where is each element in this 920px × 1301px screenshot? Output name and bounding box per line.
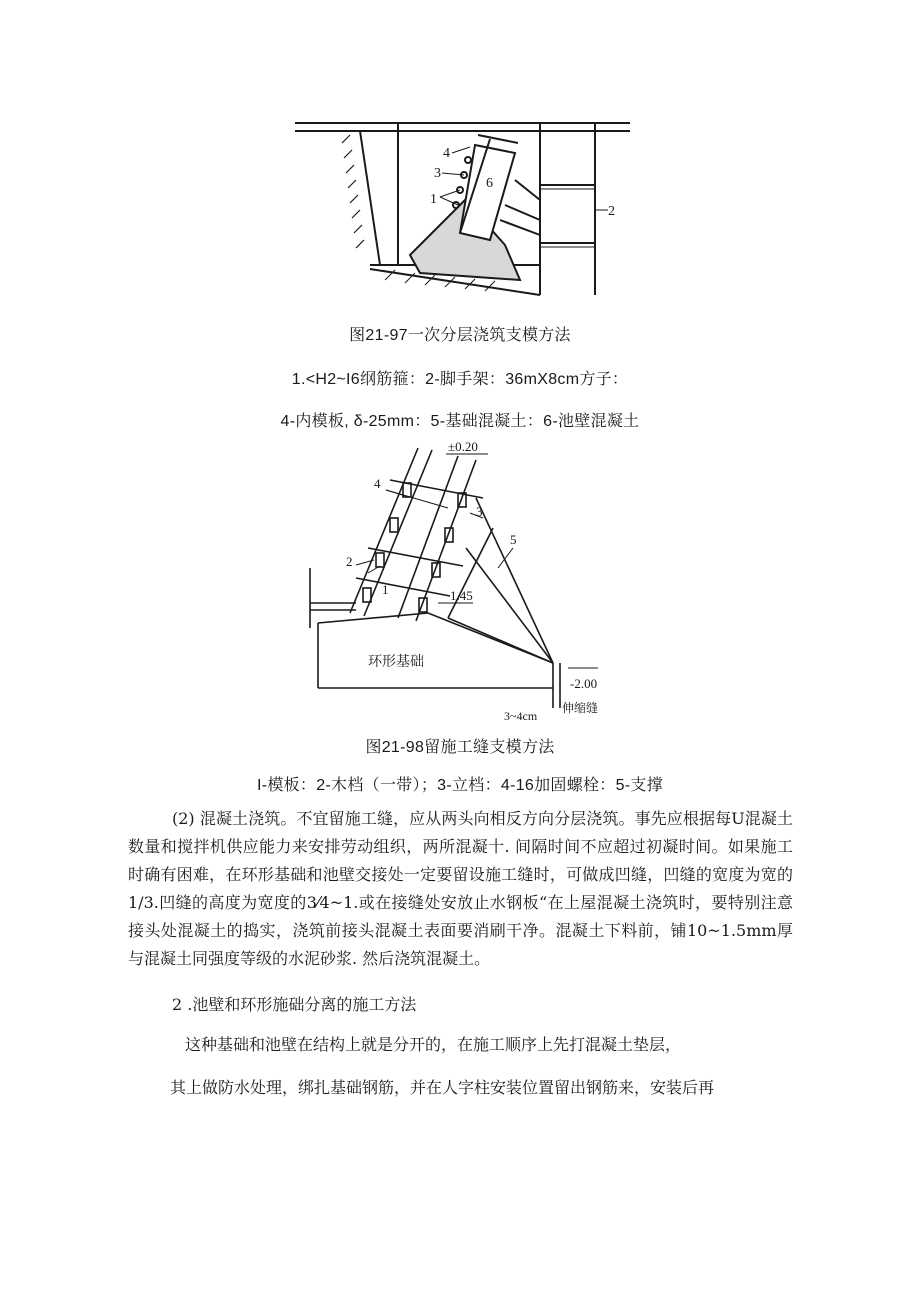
section-heading: 2 .池壁和环形施础分离的施工方法 bbox=[172, 995, 417, 1014]
fig1-label-1: 1 bbox=[430, 192, 437, 207]
figure-21-98-caption: 图21-98留施工缝支模方法 bbox=[365, 739, 555, 756]
body-paragraph-concrete-pouring: (2) 混凝土浇筑。不宜留施工缝，应从两头向相反方向分层浇筑。事先应根据每U混凝土数量和搅拌机供应能力来安排劳动组织，两所混凝十. 间隔时间不应超过初凝时间。如果施工时确有困难，在环形基础和池壁交接处一定要留设施工缝时，可做成凹缝，凹缝的宽度为宽的1/3.凹缝的高度为宽度的3⁄4~1.或在接缝处安放止水钢板“在上屋混凝土浇筑时，要特别注意接头处混凝土的捣实，浇筑前接头混凝土表面要消刷干净。混凝土下料前，铺10~1.5mm厚与混凝土同强度等级的水泥砂浆. 然后浇筑混凝土。 bbox=[128, 809, 793, 968]
fig1-label-2: 2 bbox=[608, 204, 615, 219]
fig2-elev-top: ±0.20 bbox=[448, 439, 478, 454]
body-line-1: 这种基础和池壁在结构上就是分开的，在施工顺序上先打混凝土垫层， bbox=[185, 1035, 682, 1054]
body-line-2: 其上做防水处理，绑扎基础钢筋，并在人字柱安装位置留出钢筋来，安装后再 bbox=[170, 1078, 715, 1097]
figure-21-98-legend: I-模板：2-木档（一带）；3-立档：4-16加固螺栓：5-支撑 bbox=[256, 777, 664, 794]
figure-21-97-drawing bbox=[290, 105, 635, 305]
figure-21-97-legend-2: 4-内模板, δ-25mm：5-基础混凝土：6-池壁混凝土 bbox=[280, 413, 640, 430]
fig1-label-4: 4 bbox=[443, 146, 450, 161]
fig1-label-3: 3 bbox=[434, 166, 441, 181]
fig2-label-3: 3 bbox=[476, 504, 483, 519]
fig2-joint: 伸缩缝 bbox=[562, 701, 599, 715]
fig1-label-6: 6 bbox=[486, 176, 493, 191]
fig2-elev-bottom: -2.00 bbox=[570, 676, 598, 691]
fig2-elev-mid: 1.45 bbox=[450, 588, 473, 603]
fig2-label-2: 2 bbox=[346, 554, 353, 569]
figure-21-98-drawing bbox=[298, 438, 628, 728]
fig2-label-4: 4 bbox=[374, 476, 381, 491]
figure-21-97-legend-1: 1.<H2~I6纲筋箍：2-脚手架：36mX8cm方子： bbox=[291, 371, 629, 388]
fig2-label-5: 5 bbox=[510, 532, 517, 547]
fig2-label-1: 1 bbox=[382, 582, 389, 597]
fig2-foundation: 环形基础 bbox=[368, 655, 424, 670]
figure-21-97-caption: 图21-97一次分层浇筑支模方法 bbox=[349, 327, 571, 344]
fig2-gap: 3~4cm bbox=[504, 709, 538, 723]
